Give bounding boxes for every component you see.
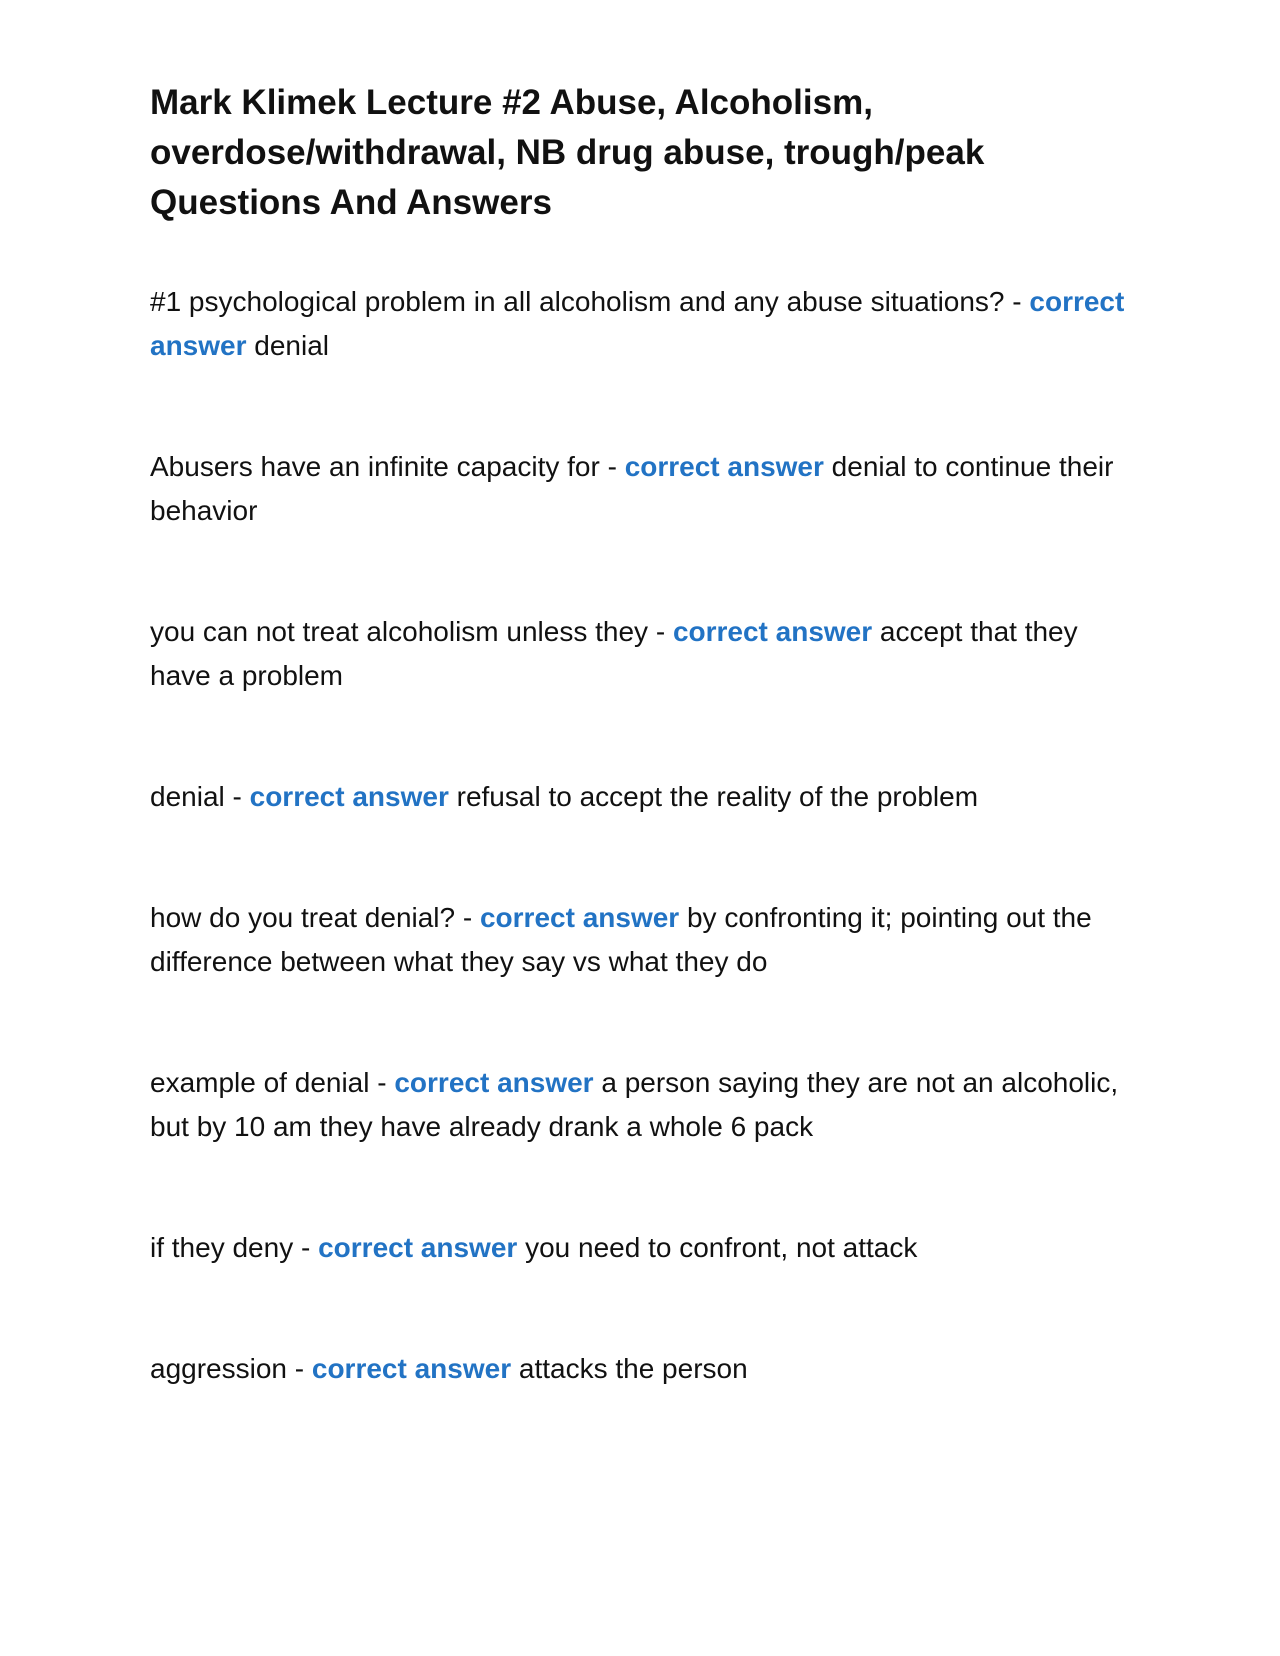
- qa-item-8: [150, 1347, 1140, 1391]
- document-title: Mark Klimek Lecture #2 Abuse, Alcoholism, overdose/withdrawal, NB drug abuse, trough/peak Questions And Answers: [150, 83, 985, 222]
- question-text: aggression -: [150, 1353, 312, 1384]
- answer-text: you need to confront, not attack: [517, 1232, 918, 1263]
- qa-item-2: [150, 445, 1140, 533]
- question-text: if they deny -: [150, 1232, 319, 1263]
- qa-item-7: [150, 1226, 1140, 1270]
- qa-item-1: [150, 280, 1140, 368]
- answer-text: accept that they have a problem: [150, 616, 1078, 691]
- answer-text: denial: [246, 330, 330, 361]
- document-page: [150, 78, 1140, 1468]
- question-text: Abusers have an infinite capacity for -: [150, 451, 625, 482]
- qa-item-3: [150, 610, 1140, 698]
- correct-answer-label: correct answer: [249, 781, 449, 812]
- qa-item-4: [150, 775, 1140, 819]
- answer-text: refusal to accept the reality of the problem: [448, 781, 979, 812]
- answer-text: attacks the person: [511, 1353, 748, 1384]
- question-text: example of denial -: [150, 1067, 395, 1098]
- answer-text: by confronting it; pointing out the difference between what they say vs what they do: [150, 902, 1092, 977]
- question-text: #1 psychological problem in all alcoholism and any abuse situations? -: [150, 286, 1030, 317]
- correct-answer-label: correct answer: [311, 1353, 512, 1384]
- qa-item-5: [150, 896, 1140, 984]
- answer-text: denial to continue their behavior: [150, 451, 1114, 526]
- correct-answer-label: correct answer: [150, 286, 1125, 361]
- question-text: denial -: [150, 781, 250, 812]
- correct-answer-label: correct answer: [394, 1067, 594, 1098]
- question-text: how do you treat denial? -: [150, 902, 480, 933]
- qa-item-6: [150, 1061, 1140, 1149]
- correct-answer-label: correct answer: [672, 616, 873, 647]
- correct-answer-label: correct answer: [318, 1232, 518, 1263]
- answer-text: a person saying they are not an alcoholic, but by 10 am they have already drank a whole 6 pack: [150, 1067, 1119, 1142]
- correct-answer-label: correct answer: [624, 451, 824, 482]
- question-text: you can not treat alcoholism unless they -: [150, 616, 673, 647]
- correct-answer-label: correct answer: [479, 902, 680, 933]
